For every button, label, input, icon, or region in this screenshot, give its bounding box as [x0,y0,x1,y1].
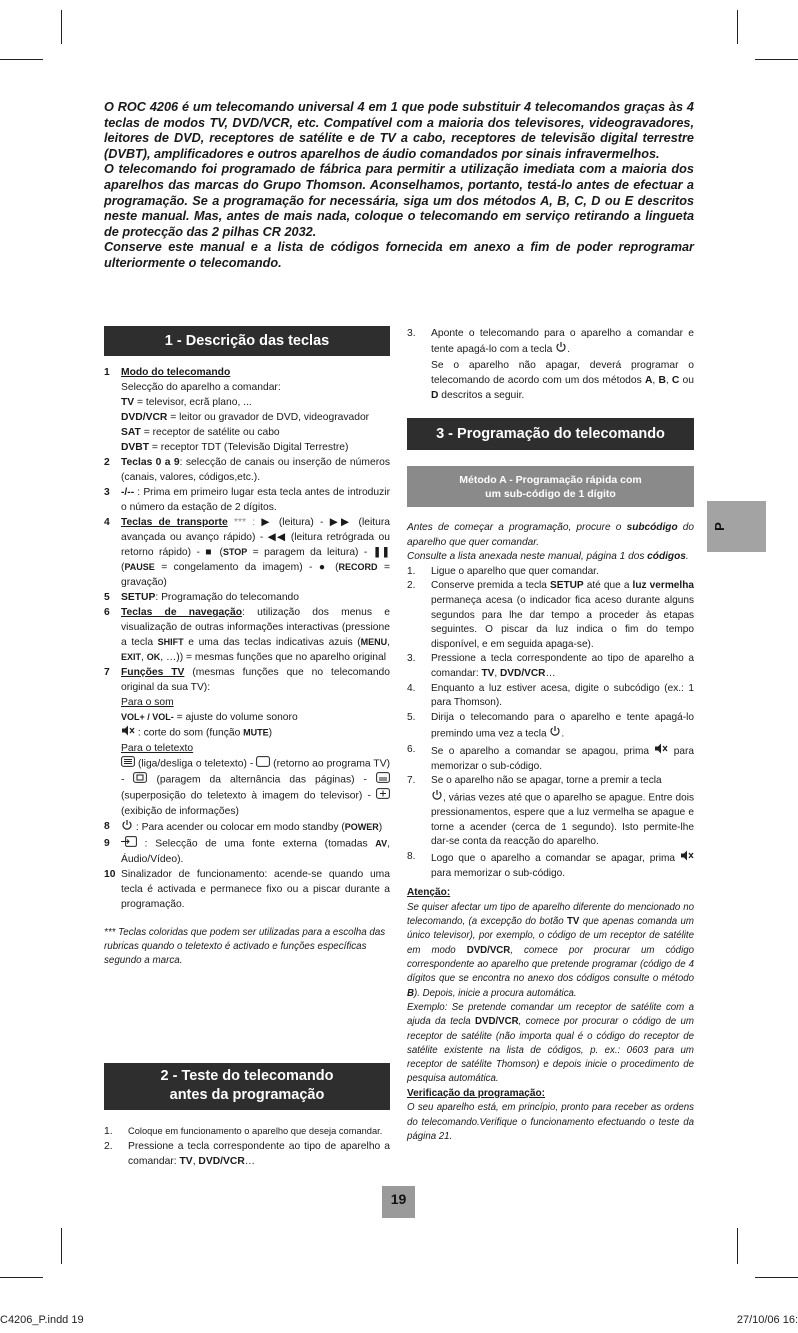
list-item [104,365,390,455]
key-label: DVD/VCR [466,944,511,956]
key-label: SETUP [550,580,584,592]
key-label: Teclas 0 a 9 [121,457,180,468]
item-text: = gravação) [121,562,390,588]
item-number: 8 [104,821,110,832]
crop-mark [61,1228,62,1264]
step-number: 8. [407,851,416,863]
key-label: A [644,375,653,386]
step-number: 6. [407,743,416,755]
item-text: , [192,1156,199,1167]
key-label: DVBT [121,442,150,453]
attention-heading: Atenção: [407,887,451,899]
key-label: OK [146,652,161,662]
subheading: Para o teletexto [121,743,194,754]
intro-paragraph: O telecomando foi programado de fábrica para permitir a utilização imediata com a maioria dos aparelhos das marcas do Grupo Thomson. Aconselhamos, portanto, testá-lo antes de efectuar a programação. Se a programação for necessária, siga um dos métodos A, B, C, D ou E descritos neste manual. Mas, antes de mais nada, coloque o telecomando em serviço retirando a lingueta de protecção das 2 pilhas CR 2032. [104,162,694,239]
item-text: Dirija o telecomando para o aparelho e tente apagá-lo premindo uma vez a tecla [431,711,694,740]
item-text: (superposição do teletexto à imagem do televisor) - [121,790,376,802]
section-1-title: 1 - Descrição das teclas [164,333,330,349]
item-text: Se o aparelho a comandar se apagou, prima [431,745,655,757]
power-icon [549,725,561,743]
method-title: um sub-código de 1 dígito [485,487,616,500]
key-label: SHIFT [157,637,184,647]
item-text: descritos a seguir. [438,390,525,401]
item-text: para memorizar o sub-código. [431,745,694,772]
section-2-header [104,1063,390,1110]
method-title: Método A - Programação rápida com [459,473,642,486]
item-text: : Prima em primeiro lugar esta tecla antes de introduzir o número da estação de 2 dígitos. [121,487,390,513]
item-text: , comece por procurar um código correspondente ao aparelho que pretende programar (código de 4 dígitos que se encontra no anexo dos códigos consulte o método [407,944,695,985]
item-text: ) [378,822,383,834]
tv-icon [256,756,270,772]
item-number: 4 [104,517,110,528]
key-label: B [407,987,414,999]
item-text: Consulte a lista anexada neste manual, página 1 dos [407,551,648,563]
item-text: (liga/desliga o teletexto) - [135,758,257,770]
list-item [407,326,694,403]
info-icon [376,788,390,804]
item-text: . [567,344,571,356]
crop-mark [755,1277,798,1278]
section-2-title: antes da programação [169,1087,325,1103]
item-text: Selecção do aparelho a comandar: [121,382,281,393]
item-number: 5 [104,592,110,603]
key-label: SETUP [121,592,156,603]
item-text: = congelamento da imagem) - [154,562,319,573]
crop-mark [737,1228,738,1264]
key-label: SAT [121,427,141,438]
key-label: MUTE [243,727,269,738]
language-tab-label: P [711,522,727,531]
verification-text: O seu aparelho está, em princípio, pronto para receber as ordens do telecomando.Verifique o funcionamento efectuando o teste da página 21. [407,1102,694,1142]
item-number: 9 [104,838,110,849]
list-item [104,836,390,867]
step-item [407,850,694,881]
power-icon [555,341,567,358]
intro-paragraph: Conserve este manual e a lista de códigos fornecida em anexo a fim de poder reprogramar ulteriormente o telecomando. [104,240,694,270]
crop-mark [61,10,62,44]
item-text: Antes de começar a programação, procure o [407,522,627,533]
item-text: . [685,551,689,563]
power-icon [121,819,133,836]
item-text: (exibição de informações) [121,806,239,817]
step-item [407,774,694,850]
method-a-header [407,466,694,507]
pause-icon: ❚❚ [372,547,390,558]
key-label: VOL+ / VOL- [121,712,174,722]
item-text: : Programação do telecomando [155,592,300,603]
item-text: para memorizar o sub-código. [431,867,566,879]
subheading: Para o som [121,697,174,708]
step-number: 2. [407,580,416,592]
item-text: (paragem da alternância das páginas) - [147,774,376,786]
item-text: *** : [227,517,262,528]
section-1-list [104,365,390,968]
example-text [407,1001,694,1087]
key-label: -/-- [121,487,135,498]
language-tab [707,501,766,552]
item-text: , [665,375,672,386]
step-item [407,579,694,652]
fast-forward-icon: ▶▶ [329,517,353,528]
item-text: : corte do som (função [135,727,244,739]
key-label: DVD/VCR [121,412,168,423]
key-label: TV [481,667,495,679]
crop-mark [737,10,738,44]
key-label: códigos [647,551,686,563]
item-text: ( [121,562,125,573]
item-text: Coloque em funcionamento o aparelho que deseja comandar. [128,1126,383,1136]
item-text: . [561,728,565,740]
footnote: *** Teclas coloridas que podem ser utilizadas para a escolha das rubricas quando o teletexto é activado e funções específicas segundo a marca. [104,927,386,966]
item-text: (mesmas funções que no telecomando original da sua TV): [121,667,391,693]
list-item [104,1124,390,1139]
crop-mark [755,59,798,60]
item-text: Se quiser afectar um tipo de aparelho diferente do mencionado no telecomando, (a excepção do botão [407,901,694,928]
key-label: DVD/VCR [475,1016,519,1028]
item-text: ). Depois, inicie a procura automática. [414,987,577,999]
key-label: TV [566,916,580,928]
key-label: POWER [344,822,379,833]
key-label: PAUSE [124,562,155,572]
section-2-list [104,1124,390,1169]
mute-icon [121,725,135,741]
list-item [104,819,390,836]
item-text: … [244,1156,256,1167]
stop-icon: ■ [205,547,215,558]
item-text: permaneça acesa (o indicador fica aceso durante alguns segundos para lhe dar tempo a proceder às etapas seguintes. O piscar da luz indica o fim do tempo disponível, e em seguida apaga-se). [431,594,694,650]
footer-date: 27/10/06 16: [736,1314,798,1326]
rewind-icon: ◀◀ [267,532,287,543]
item-number: 3. [407,328,416,339]
verification-heading: Verificação da programação: [407,1087,546,1099]
key-label: AV [375,838,388,849]
section-3-title: 3 - Programação do telecomando [436,426,665,442]
item-text: Conserve premida a tecla [431,580,550,592]
record-icon: ● [318,562,329,573]
item-title: Modo do telecomando [121,367,231,378]
item-text: (leitura) - [272,517,330,528]
item-number: 3 [104,487,110,498]
item-text: : Selecção de uma fonte externa (tomadas [137,838,376,850]
item-text: Aponte o telecomando para o aparelho a comandar e tente apagá-lo com a tecla [431,328,694,356]
key-label: C [671,375,680,386]
item-text: : selecção de canais ou inserção de números (canais, valores, códigos,etc.). [121,457,390,483]
section-2-continued [407,326,694,403]
mix-icon [376,772,390,788]
key-label: subcódigo [626,522,678,533]
key-label: RECORD [338,562,378,572]
item-title: Teclas de navegação [121,607,243,618]
section-3-header [407,418,694,450]
step-number: 7. [407,775,416,787]
item-text: Sinalizador de funcionamento: acende-se quando uma tecla é activada e permanece fixo ou a piscar durante a programação. [121,869,390,910]
step-item [407,652,694,681]
item-text: Ligue o aparelho que quer comandar. [431,565,599,577]
source-icon [121,836,137,852]
power-icon [431,789,443,807]
item-text: (leitura avançada ou avanço rápido) - [121,517,391,543]
item-text: ( [214,547,223,558]
section-1-header [104,326,390,356]
mute-icon [654,743,668,760]
attention-text [407,901,694,1001]
item-text: ou [679,375,694,386]
list-item [104,665,390,819]
step-item [407,743,694,774]
step-item [407,711,694,743]
list-item [104,605,390,665]
item-text: = leitor ou gravador de DVD, videogravador [167,412,370,423]
item-text: = receptor de satélite ou cabo [140,427,280,438]
list-item [104,515,390,590]
list-item [104,590,390,605]
key-label: DVD/VCR [500,667,546,679]
item-number: 2 [104,457,110,468]
intro-text [104,100,694,272]
item-text: Pressione a tecla correspondente ao tipo de aparelho a comandar: [128,1141,390,1167]
item-text: , [652,375,659,386]
item-text: , comece por procurar o código de um receptor de satélite (não importa qual é o código do receptor de satélite existente na lista de códigos, p. ex.: 0603 para um receptor de satélite Thomson) e depois inicie o procedimento de pesquisa automática. [407,1016,694,1085]
section-2-title: 2 - Teste do telecomando [160,1068,334,1084]
key-label: TV [121,397,135,408]
item-text: e uma das teclas indicativas azuis ( [183,637,361,648]
step-number: 1. [407,565,416,577]
page-number [382,1186,415,1218]
step-number: 5. [407,711,416,723]
intro-paragraph: O ROC 4206 é um telecomando universal 4 em 1 que pode substituir 4 telecomandos graças às 4 teclas de modos TV, DVD/VCR, etc. Compatível com a maioria dos televisores, videogravadores, leitores de DVD, receptores de satélite e de TV a cabo, receptores de televisão digital terrestre (DVBT), amplificadores e outros aparelhos de áudio comandados por sinais infravermelhos. [104,100,694,161]
item-text: = televisor, ecrã plano, ... [134,397,252,408]
key-label: STOP [222,547,248,557]
method-intro [407,521,694,565]
item-text: : Para acender ou colocar em modo standby ( [133,822,345,834]
play-icon: ▶ [261,517,273,528]
item-text: = receptor TDT (Televisão Digital Terrestre) [149,442,349,453]
item-text: , várias vezes até que o aparelho se apague. Entre dois pressionamentos, espere que a luz vermelha se apague e torne a acender (cerca de 1 segundo). Isto permite-lhe dar-se conta da reacção do aparelho. [431,792,694,848]
item-text: Se o aparelho não se apagar, torne a premir a tecla [431,775,662,787]
item-text: do aparelho que quer comandar. [407,522,694,548]
item-number: 1. [104,1126,113,1137]
item-text: que apenas comanda um único televisor), por exemplo, o código de um receptor de satélite em modo [407,916,694,956]
item-text: Pressione a tecla correspondente ao tipo de aparelho a comandar: [431,653,694,679]
item-text: Se o aparelho não apagar, deverá programar o telecomando de acordo com um dos métodos [431,360,694,386]
item-text: … [545,667,556,679]
item-title: Funções TV [121,667,185,678]
item-text: , …)) = mesmas funções que no aparelho original [160,652,387,663]
item-text: Enquanto a luz estiver acesa, digite o subcódigo (ex.: 1 para Thomson). [431,682,694,709]
section-3-content [407,521,694,1144]
teletext-icon [121,756,135,772]
step-item [407,682,694,711]
mute-icon [680,850,694,867]
crop-mark [0,1277,43,1278]
key-label: D [431,390,439,401]
step-number: 4. [407,682,416,694]
item-text: , Áudio/Vídeo). [121,838,390,865]
key-label: DVD/VCR [198,1156,245,1167]
key-label: MENU [360,637,388,647]
footer-filename: C4206_P.indd 19 [0,1314,84,1326]
item-text: (leitura retrógrada ou retorno rápido) - [121,532,390,558]
page-number-label: 19 [390,1191,407,1207]
key-label: EXIT [121,652,142,662]
step-number: 3. [407,653,416,665]
item-text: , [141,652,147,663]
crop-mark [0,59,43,60]
item-text: : utilização dos menus e visualização de outras informações interactivas (pressione a tecla [121,607,390,648]
list-item [104,455,390,485]
item-text: até que a [583,580,633,592]
item-text: Exemplo: Se pretende comandar um receptor de satélite com a ajuda da tecla [407,1001,694,1028]
item-text: = ajuste do volume sonoro [173,712,298,723]
item-text: ) [268,727,273,739]
list-item [104,867,390,912]
key-label: TV [179,1156,193,1167]
key-label: B [658,375,666,386]
item-text: (retorno ao programa TV) - [121,758,390,786]
step-item [407,565,694,580]
hold-icon [133,772,147,788]
item-text: ( [328,562,339,573]
item-text: , [494,667,501,679]
list-item [104,485,390,515]
item-number: 1 [104,367,110,378]
item-number: 10 [104,869,116,880]
item-text: Logo que o aparelho a comandar se apagar, prima [431,853,680,865]
key-label: luz vermelha [632,580,694,592]
item-number: 7 [104,667,110,678]
list-item [104,1139,390,1169]
item-text: , [387,637,391,648]
item-number: 6 [104,607,110,618]
item-text: = paragem da leitura) - [247,547,373,558]
item-number: 2. [104,1141,113,1152]
item-title: Teclas de transporte [121,517,228,528]
